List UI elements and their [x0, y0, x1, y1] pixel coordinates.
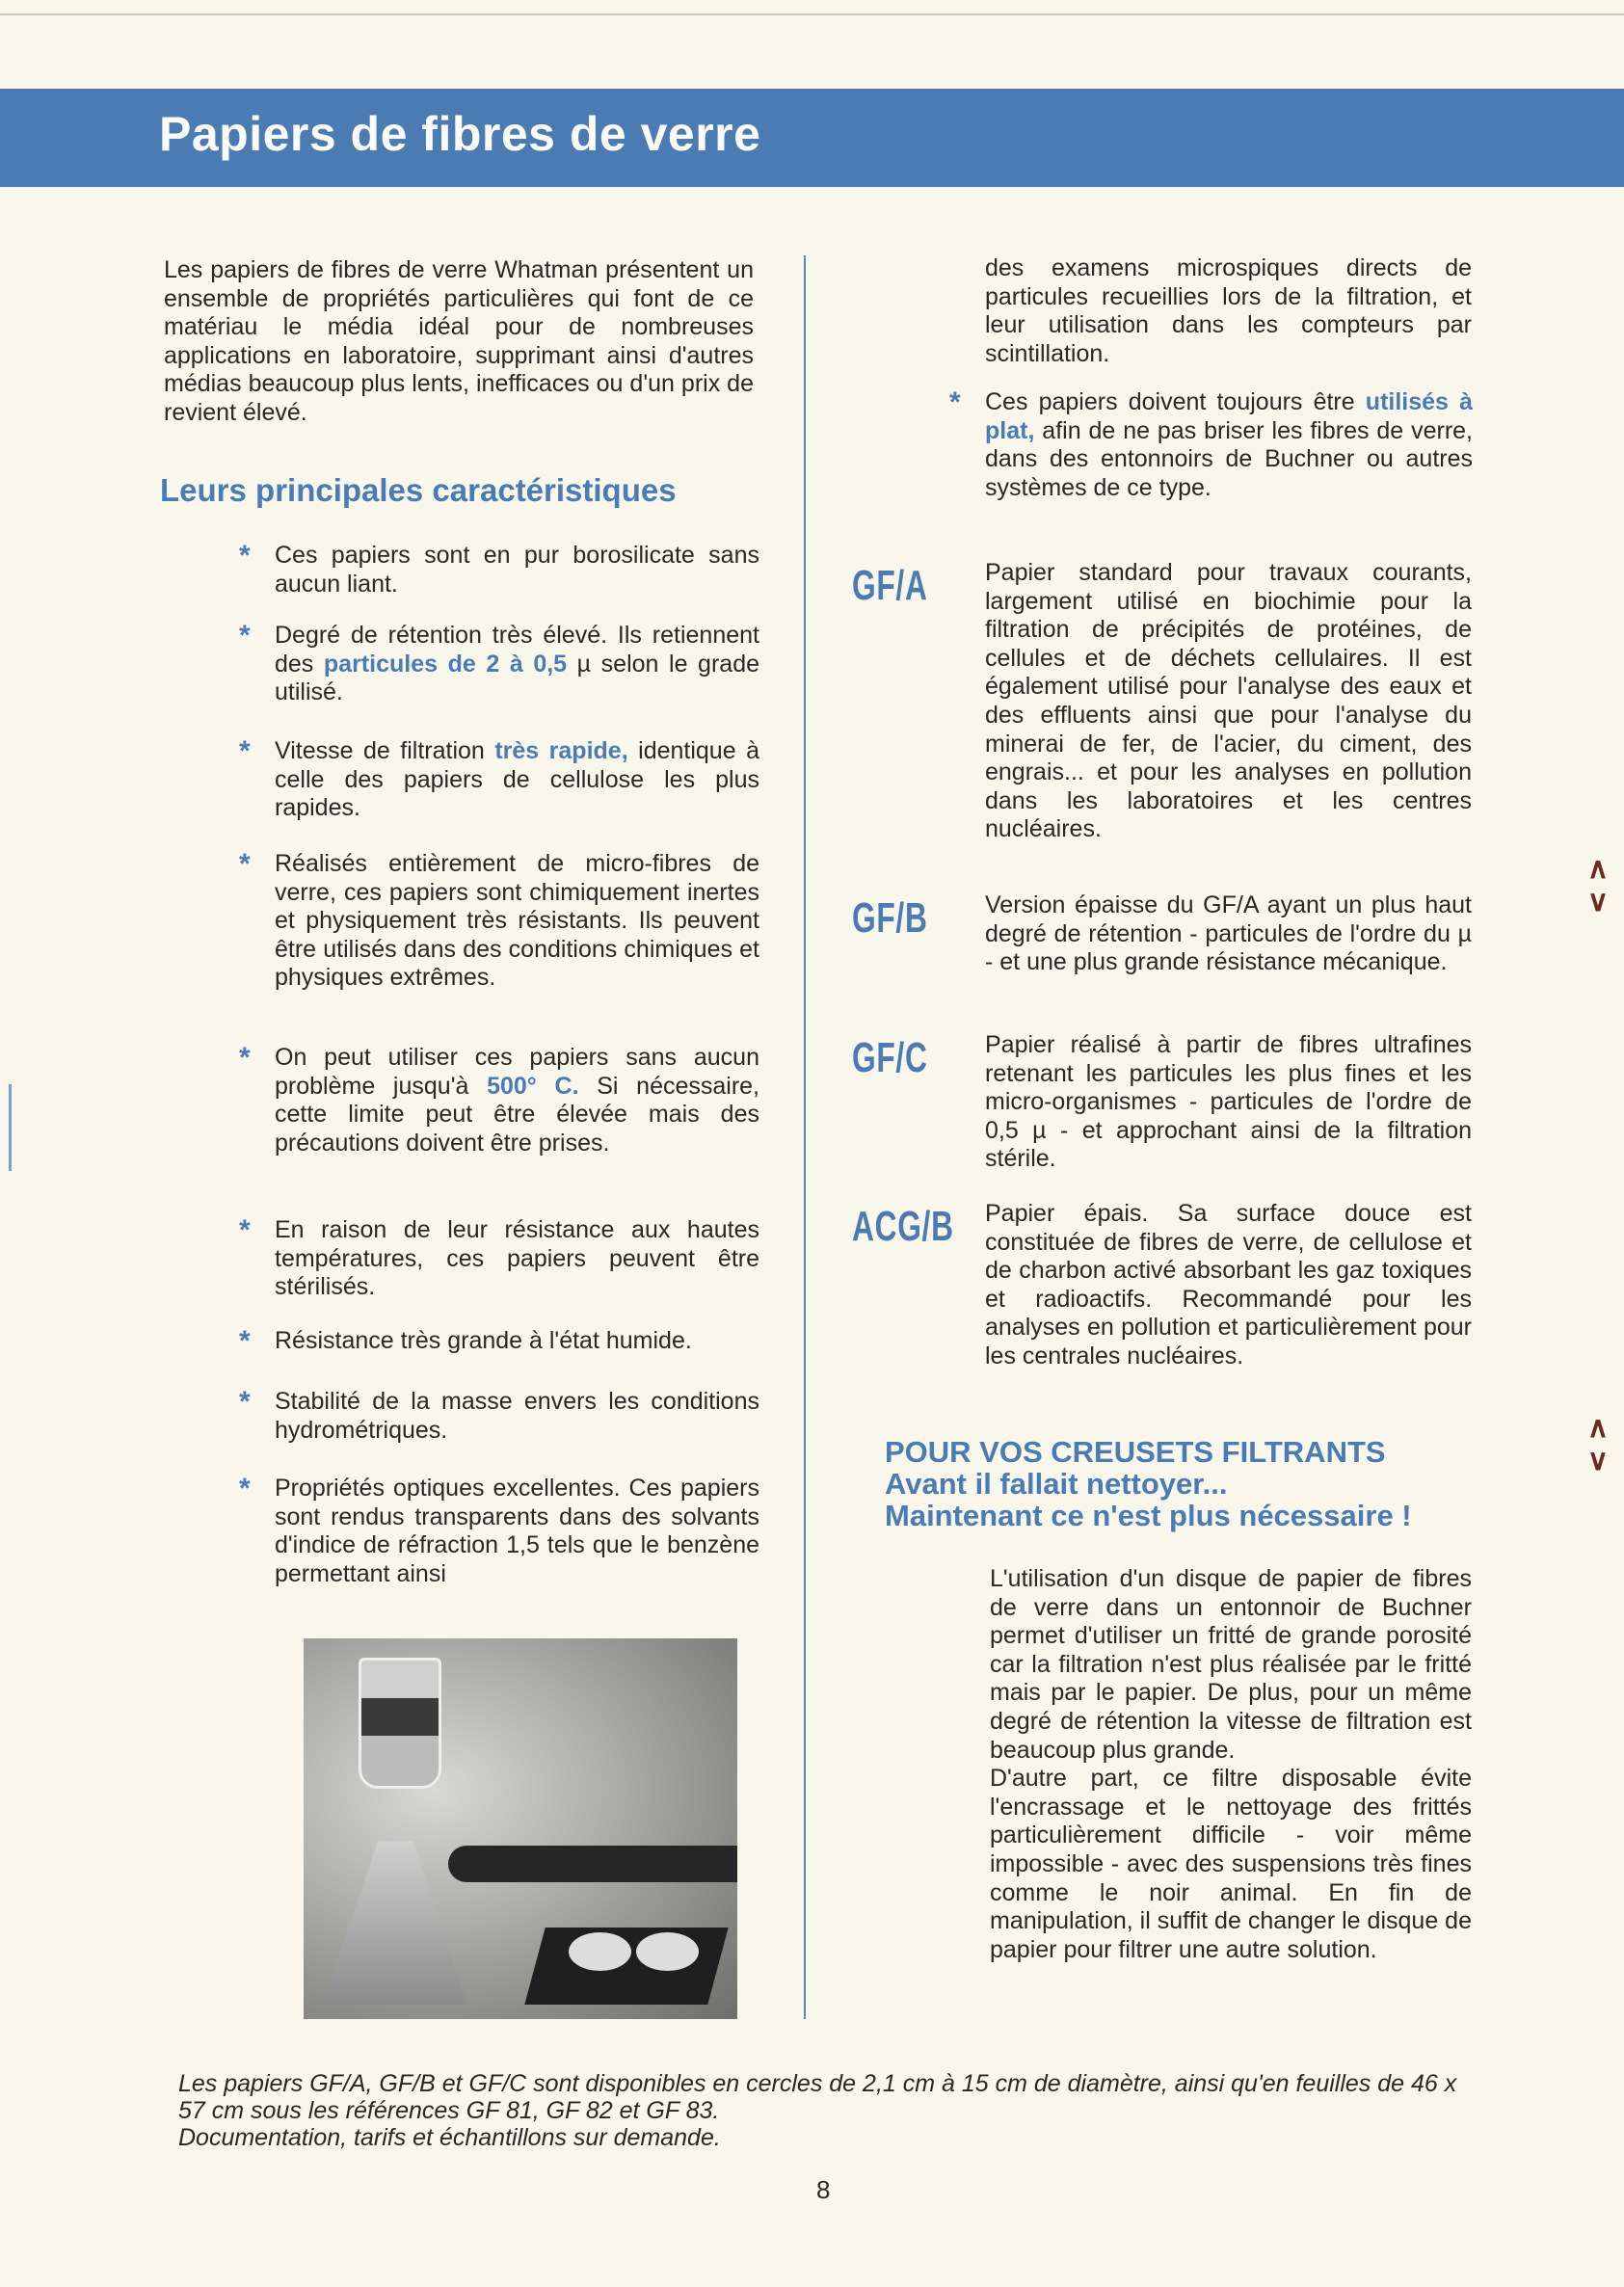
- bullet-text: Vitesse de filtration: [275, 737, 495, 764]
- bullet-highlight: très rapide,: [494, 737, 628, 764]
- characteristic-item: [239, 1475, 759, 1588]
- filter-disc-shape: [636, 1932, 699, 1971]
- asterisk-icon: *: [239, 735, 251, 767]
- filter-disc-shape: [569, 1932, 631, 1971]
- bullet-highlight: utilisés à plat,: [985, 388, 1473, 444]
- vacuum-tube-shape: [448, 1846, 737, 1882]
- right-bullet: [949, 388, 1473, 502]
- bullet-text: Stabilité de la masse envers les conditions hydrométriques.: [275, 1388, 759, 1444]
- promo-body: [990, 1565, 1472, 1964]
- grade-description: Papier réalisé à partir de fibres ultrafines retenant les particules les plus fines et les micro-organismes - particules de l'ordre de 0,5 µ - et approchant ainsi de la filtration stérile.: [985, 1031, 1472, 1173]
- section-heading: Leurs principales caractéristiques: [160, 472, 677, 508]
- bullet-text: µ selon le grade utilisé.: [275, 650, 760, 706]
- filter-box-shape: [524, 1928, 728, 2005]
- binding-mark: [9, 1084, 12, 1171]
- bullet-text: Degré de rétention très élevé. Ils retiennent des: [275, 622, 759, 678]
- intro-paragraph: Les papiers de fibres de verre Whatman présentent un ensemble de propriétés particulières qui font de ce matériau le média idéal pour de nombreuses applications en laboratoire, supprimant ainsi d'autres médias beaucoup plus lents, inefficaces ou d'un prix de revient élevé.: [164, 256, 754, 426]
- bullet-text: Ces papiers sont en pur borosilicate sans aucun liant.: [275, 542, 759, 598]
- promo-line-2: Avant il fallait nettoyer...: [885, 1467, 1228, 1501]
- promo-paragraph: D'autre part, ce filtre disposable évite l'encrassage et le nettoyage des frittés particulièrement difficile - voir même impossible - avec des suspensions très fines comme le noir animal. En fin de manipulation, il suffit de changer le disque de papier pour filtrer une autre solution.: [990, 1765, 1472, 1963]
- characteristic-item: [239, 1327, 759, 1356]
- promo-line-3: Maintenant ce n'est plus nécessaire !: [885, 1499, 1412, 1532]
- title-banner: [0, 89, 1624, 187]
- funnel-shape: [359, 1658, 441, 1789]
- characteristic-item: [239, 542, 759, 598]
- asterisk-icon: *: [239, 1473, 251, 1504]
- grade-description: Papier standard pour travaux courants, largement utilisé en biochimie pour la filtration de précipités de protéines, de cellules et de déchets cellulaires. Il est également utilisé pour l'analyse des eaux et des effluents ainsi que pour l'analyse du minerai de fer, de l'acier, du ciment, des engrais... et pour les analyses en pollution dans les laboratoires et les centres nucléaires.: [985, 559, 1472, 843]
- characteristic-item: [239, 737, 759, 823]
- grade-code: GF/B: [852, 894, 928, 942]
- flask-shape: [323, 1841, 467, 2005]
- asterisk-icon: *: [239, 620, 251, 652]
- asterisk-icon: *: [239, 1042, 251, 1074]
- bullet-text: Résistance très grande à l'état humide.: [275, 1327, 692, 1354]
- page-number: 8: [816, 2175, 831, 2204]
- bullet-text: Ces papiers doivent toujours être: [985, 388, 1366, 415]
- asterisk-icon: *: [949, 386, 961, 418]
- grade-description: Papier épais. Sa surface douce est constituée de fibres de verre, de cellulose et de charbon activé absorbant les gaz toxiques et radioactifs. Recommandé pour les analyses en pollution et particulièrement pour les centrales nucléaires.: [985, 1200, 1472, 1370]
- registration-chevron-icon: ∧ ∨: [1587, 1412, 1609, 1476]
- bullet-highlight: particules de 2 à 0,5: [323, 650, 568, 678]
- bullet-text: On peut utiliser ces papiers sans aucun problème jusqu'à: [275, 1044, 759, 1100]
- filtration-apparatus-photo: [304, 1638, 737, 2019]
- bullet-text: En raison de leur résistance aux hautes températures, ces papiers peuvent être stérilisés.: [275, 1216, 759, 1301]
- promo-heading: [885, 1436, 1412, 1531]
- footer-availability: Les papiers GF/A, GF/B et GF/C sont disponibles en cercles de 2,1 cm à 15 cm de diamètre, ainsi qu'en feuilles de 46 x 57 cm sous les références GF 81, GF 82 et GF 83.: [178, 2070, 1457, 2124]
- page-title: Papiers de fibres de verre: [159, 107, 761, 161]
- characteristic-item: [239, 1044, 759, 1157]
- bullet-text: Propriétés optiques excellentes. Ces papiers sont rendus transparents dans des solvants d'indice de réfraction 1,5 tels que le benzène permettant ainsi: [275, 1475, 759, 1587]
- characteristic-item: [239, 1388, 759, 1445]
- asterisk-icon: *: [239, 540, 251, 572]
- grade-code: GF/A: [852, 562, 928, 609]
- right-continuation: des examens microspiques directs de particules recueillies lors de la filtration, et leur utilisation dans les compteurs par scintillation.: [985, 254, 1472, 367]
- grade-description: Version épaisse du GF/A ayant un plus haut degré de rétention - particules de l'ordre du µ - et une plus grande résistance mécanique.: [985, 891, 1472, 976]
- registration-chevron-icon: ∧ ∨: [1587, 853, 1609, 917]
- asterisk-icon: *: [239, 1386, 251, 1418]
- promo-line-1: POUR VOS CREUSETS FILTRANTS: [885, 1435, 1386, 1469]
- footer-documentation: Documentation, tarifs et échantillons sur demande.: [178, 2124, 721, 2151]
- grade-code: GF/C: [852, 1034, 928, 1081]
- page-edge-line: [0, 13, 1624, 15]
- bullet-highlight: 500° C.: [487, 1072, 579, 1100]
- promo-paragraph: L'utilisation d'un disque de papier de fibres de verre dans un entonnoir de Buchner permet d'utiliser un fritté de grande porosité car la filtration n'est plus réalisée par le fritté mais par le papier. De plus, pour un même degré de rétention la vitesse de filtration est beaucoup plus grande.: [990, 1565, 1472, 1764]
- bullet-text: Si nécessaire, cette limite peut être élevée mais des précautions doivent être prises.: [275, 1072, 760, 1157]
- asterisk-icon: *: [239, 1214, 251, 1246]
- footer-note: [178, 2070, 1470, 2151]
- bullet-text: identique à celle des papiers de cellulose les plus rapides.: [275, 737, 760, 822]
- characteristic-item: [239, 850, 759, 993]
- asterisk-icon: *: [239, 1325, 251, 1357]
- bullet-text: afin de ne pas briser les fibres de verre, dans des entonnoirs de Buchner ou autres systèmes de ce type.: [985, 416, 1473, 501]
- grade-code: ACG/B: [852, 1203, 954, 1250]
- characteristic-item: [239, 622, 759, 707]
- asterisk-icon: *: [239, 848, 251, 880]
- column-divider: [804, 255, 806, 2019]
- bullet-text: Réalisés entièrement de micro-fibres de verre, ces papiers sont chimiquement inertes et physiquement très résistants. Ils peuvent être utilisés dans des conditions chimiques et physiques extrêmes.: [275, 850, 759, 992]
- characteristic-item: [239, 1216, 759, 1302]
